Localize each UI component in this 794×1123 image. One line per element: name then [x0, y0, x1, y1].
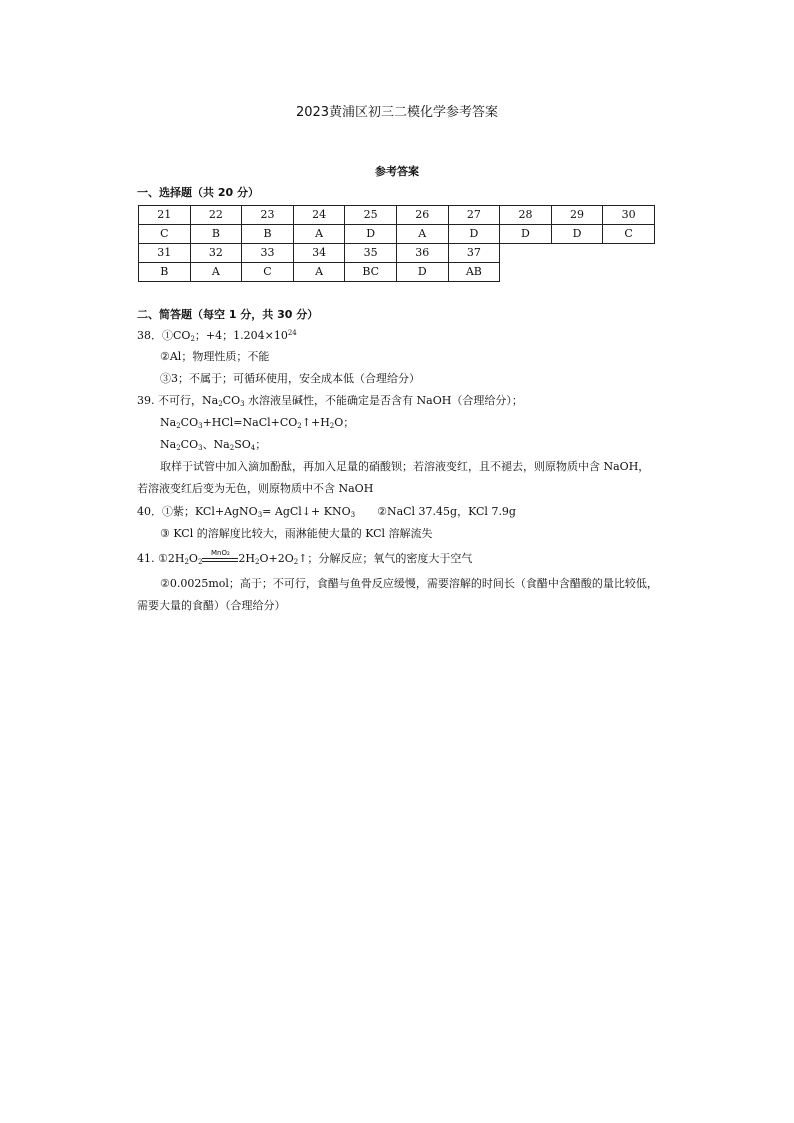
text-run: 2H: [238, 552, 256, 565]
table-cell: D: [551, 225, 603, 244]
subscript: 3: [350, 511, 356, 519]
subscript: 2: [293, 558, 299, 566]
table-cell: 37: [448, 244, 500, 263]
answer-key-heading: 参考答案: [375, 165, 419, 178]
q39-line-5: 若溶液变红后变为无色，则原物质中不含 NaOH: [137, 482, 374, 495]
table-cell: 25: [345, 206, 397, 225]
table-cell: A: [396, 225, 448, 244]
text-run: CO: [180, 416, 199, 429]
text-run: CO: [222, 394, 241, 407]
text-run: = AgCl↓+ KNO: [262, 505, 351, 518]
subscript: 2: [297, 422, 302, 430]
subscript: 2: [218, 400, 223, 408]
text-run: 、Na: [202, 438, 230, 451]
empty-cell: [500, 263, 552, 282]
text-run: Na: [160, 438, 177, 451]
table-cell: 22: [190, 206, 242, 225]
table-cell: 32: [190, 244, 242, 263]
q38-line-1: [137, 329, 297, 343]
text-run: O；: [334, 416, 355, 429]
text-run: 39. 不可行，Na: [137, 394, 219, 407]
text-run: CO: [180, 438, 199, 451]
text-run: ↑+H: [301, 416, 330, 429]
q39-line-1: [137, 394, 523, 408]
table-cell: 33: [242, 244, 294, 263]
text-run: ；+4；1.204×10: [194, 329, 288, 342]
subscript: 3: [198, 422, 203, 430]
document-title: 2023黄浦区初三二模化学参考答案: [295, 105, 499, 120]
table-cell: 23: [242, 206, 294, 225]
table-cell: AB: [448, 263, 500, 282]
table-row-answers: [139, 263, 655, 282]
table-row-answers: [139, 225, 655, 244]
table-cell: 30: [603, 206, 655, 225]
text-run: 40．①紫；KCl+AgNO: [137, 505, 258, 518]
q39-line-2: [160, 416, 354, 430]
empty-cell: [551, 244, 603, 263]
q39-line-4: 取样于试管中加入滴加酚酞，再加入足量的硝酸钡；若溶液变红，且不褪去，则原物质中含 NaOH，: [160, 460, 650, 473]
subscript: 4: [250, 444, 256, 452]
empty-cell: [551, 263, 603, 282]
text-run: O+2O: [259, 552, 294, 565]
text-run: Na: [160, 416, 177, 429]
empty-cell: [603, 244, 655, 263]
table-cell: 24: [293, 206, 345, 225]
table-cell: D: [396, 263, 448, 282]
table-cell: 29: [551, 206, 603, 225]
table-cell: 31: [139, 244, 191, 263]
q41-line-2: ②0.0025mol；高于；不可行，食醋与鱼骨反应缓慢，需要溶解的时间长（食醋中含醋酸的量比较低，: [160, 577, 658, 590]
table-cell: 27: [448, 206, 500, 225]
subscript: 2: [176, 444, 181, 452]
table-cell: D: [345, 225, 397, 244]
subscript: 2: [190, 335, 195, 343]
q41-line-1: [137, 549, 473, 566]
table-cell: D: [448, 225, 500, 244]
table-cell: 36: [396, 244, 448, 263]
subscript: 2: [229, 444, 235, 452]
table-cell: B: [190, 225, 242, 244]
table-cell: 21: [139, 206, 191, 225]
table-cell: 26: [396, 206, 448, 225]
q38-line-3: ③3；不属于；可循环使用，安全成本低（合理给分）: [160, 372, 420, 385]
table-row-question-numbers: [139, 244, 655, 263]
section-short-answer-heading: 二、简答题（每空 1 分，共 30 分）: [137, 308, 319, 321]
table-cell: A: [190, 263, 242, 282]
text-run: SO: [234, 438, 251, 451]
text-run: 38．①CO: [137, 329, 191, 342]
table-cell: BC: [345, 263, 397, 282]
q41-line-3: 需要大量的食醋）（合理给分）: [137, 599, 286, 612]
table-cell: C: [242, 263, 294, 282]
subscript: 3: [257, 511, 263, 519]
table-cell: 34: [293, 244, 345, 263]
table-cell: 35: [345, 244, 397, 263]
subscript: 2: [255, 558, 260, 566]
empty-cell: [603, 263, 655, 282]
subscript: 2: [329, 422, 335, 430]
text-run: ；: [255, 438, 267, 451]
text-run: 41. ①2H: [137, 552, 185, 565]
subscript: 2: [184, 558, 189, 566]
table-cell: B: [139, 263, 191, 282]
q40-line-1: [137, 505, 516, 519]
table-cell: A: [293, 225, 345, 244]
empty-cell: [500, 244, 552, 263]
text-run: ↑；分解反应；氧气的密度大于空气: [298, 552, 473, 565]
section-multiple-choice-heading: 一、选择题（共 20 分）: [137, 186, 259, 199]
table-cell: D: [500, 225, 552, 244]
subscript: 2: [176, 422, 181, 430]
subscript: 2: [197, 558, 203, 566]
table-cell: B: [242, 225, 294, 244]
q39-line-3: [160, 438, 266, 452]
subscript: 3: [198, 444, 203, 452]
q40-line-2: ③ KCl 的溶解度比较大，雨淋能使大量的 KCl 溶解流失: [160, 527, 433, 540]
text-run: +HCl=NaCl+CO: [202, 416, 298, 429]
table-cell: C: [603, 225, 655, 244]
table-cell: 28: [500, 206, 552, 225]
answer-table-1: [138, 205, 655, 282]
text-run: ②NaCl 37.45g，KCl 7.9g: [377, 505, 516, 518]
text-run: 水溶液呈碱性，不能确定是否含有 NaOH（合理给分）；: [244, 394, 523, 407]
reaction-condition-equals-sign: [202, 549, 238, 565]
text-run: O: [188, 552, 198, 565]
table-cell: A: [293, 263, 345, 282]
subscript: 3: [240, 400, 245, 408]
table-row-question-numbers: [139, 206, 655, 225]
catalyst-label: MnO₂: [211, 549, 230, 557]
table-cell: C: [139, 225, 191, 244]
q38-line-2: ②Al；物理性质；不能: [160, 350, 270, 363]
superscript: 24: [287, 329, 297, 337]
